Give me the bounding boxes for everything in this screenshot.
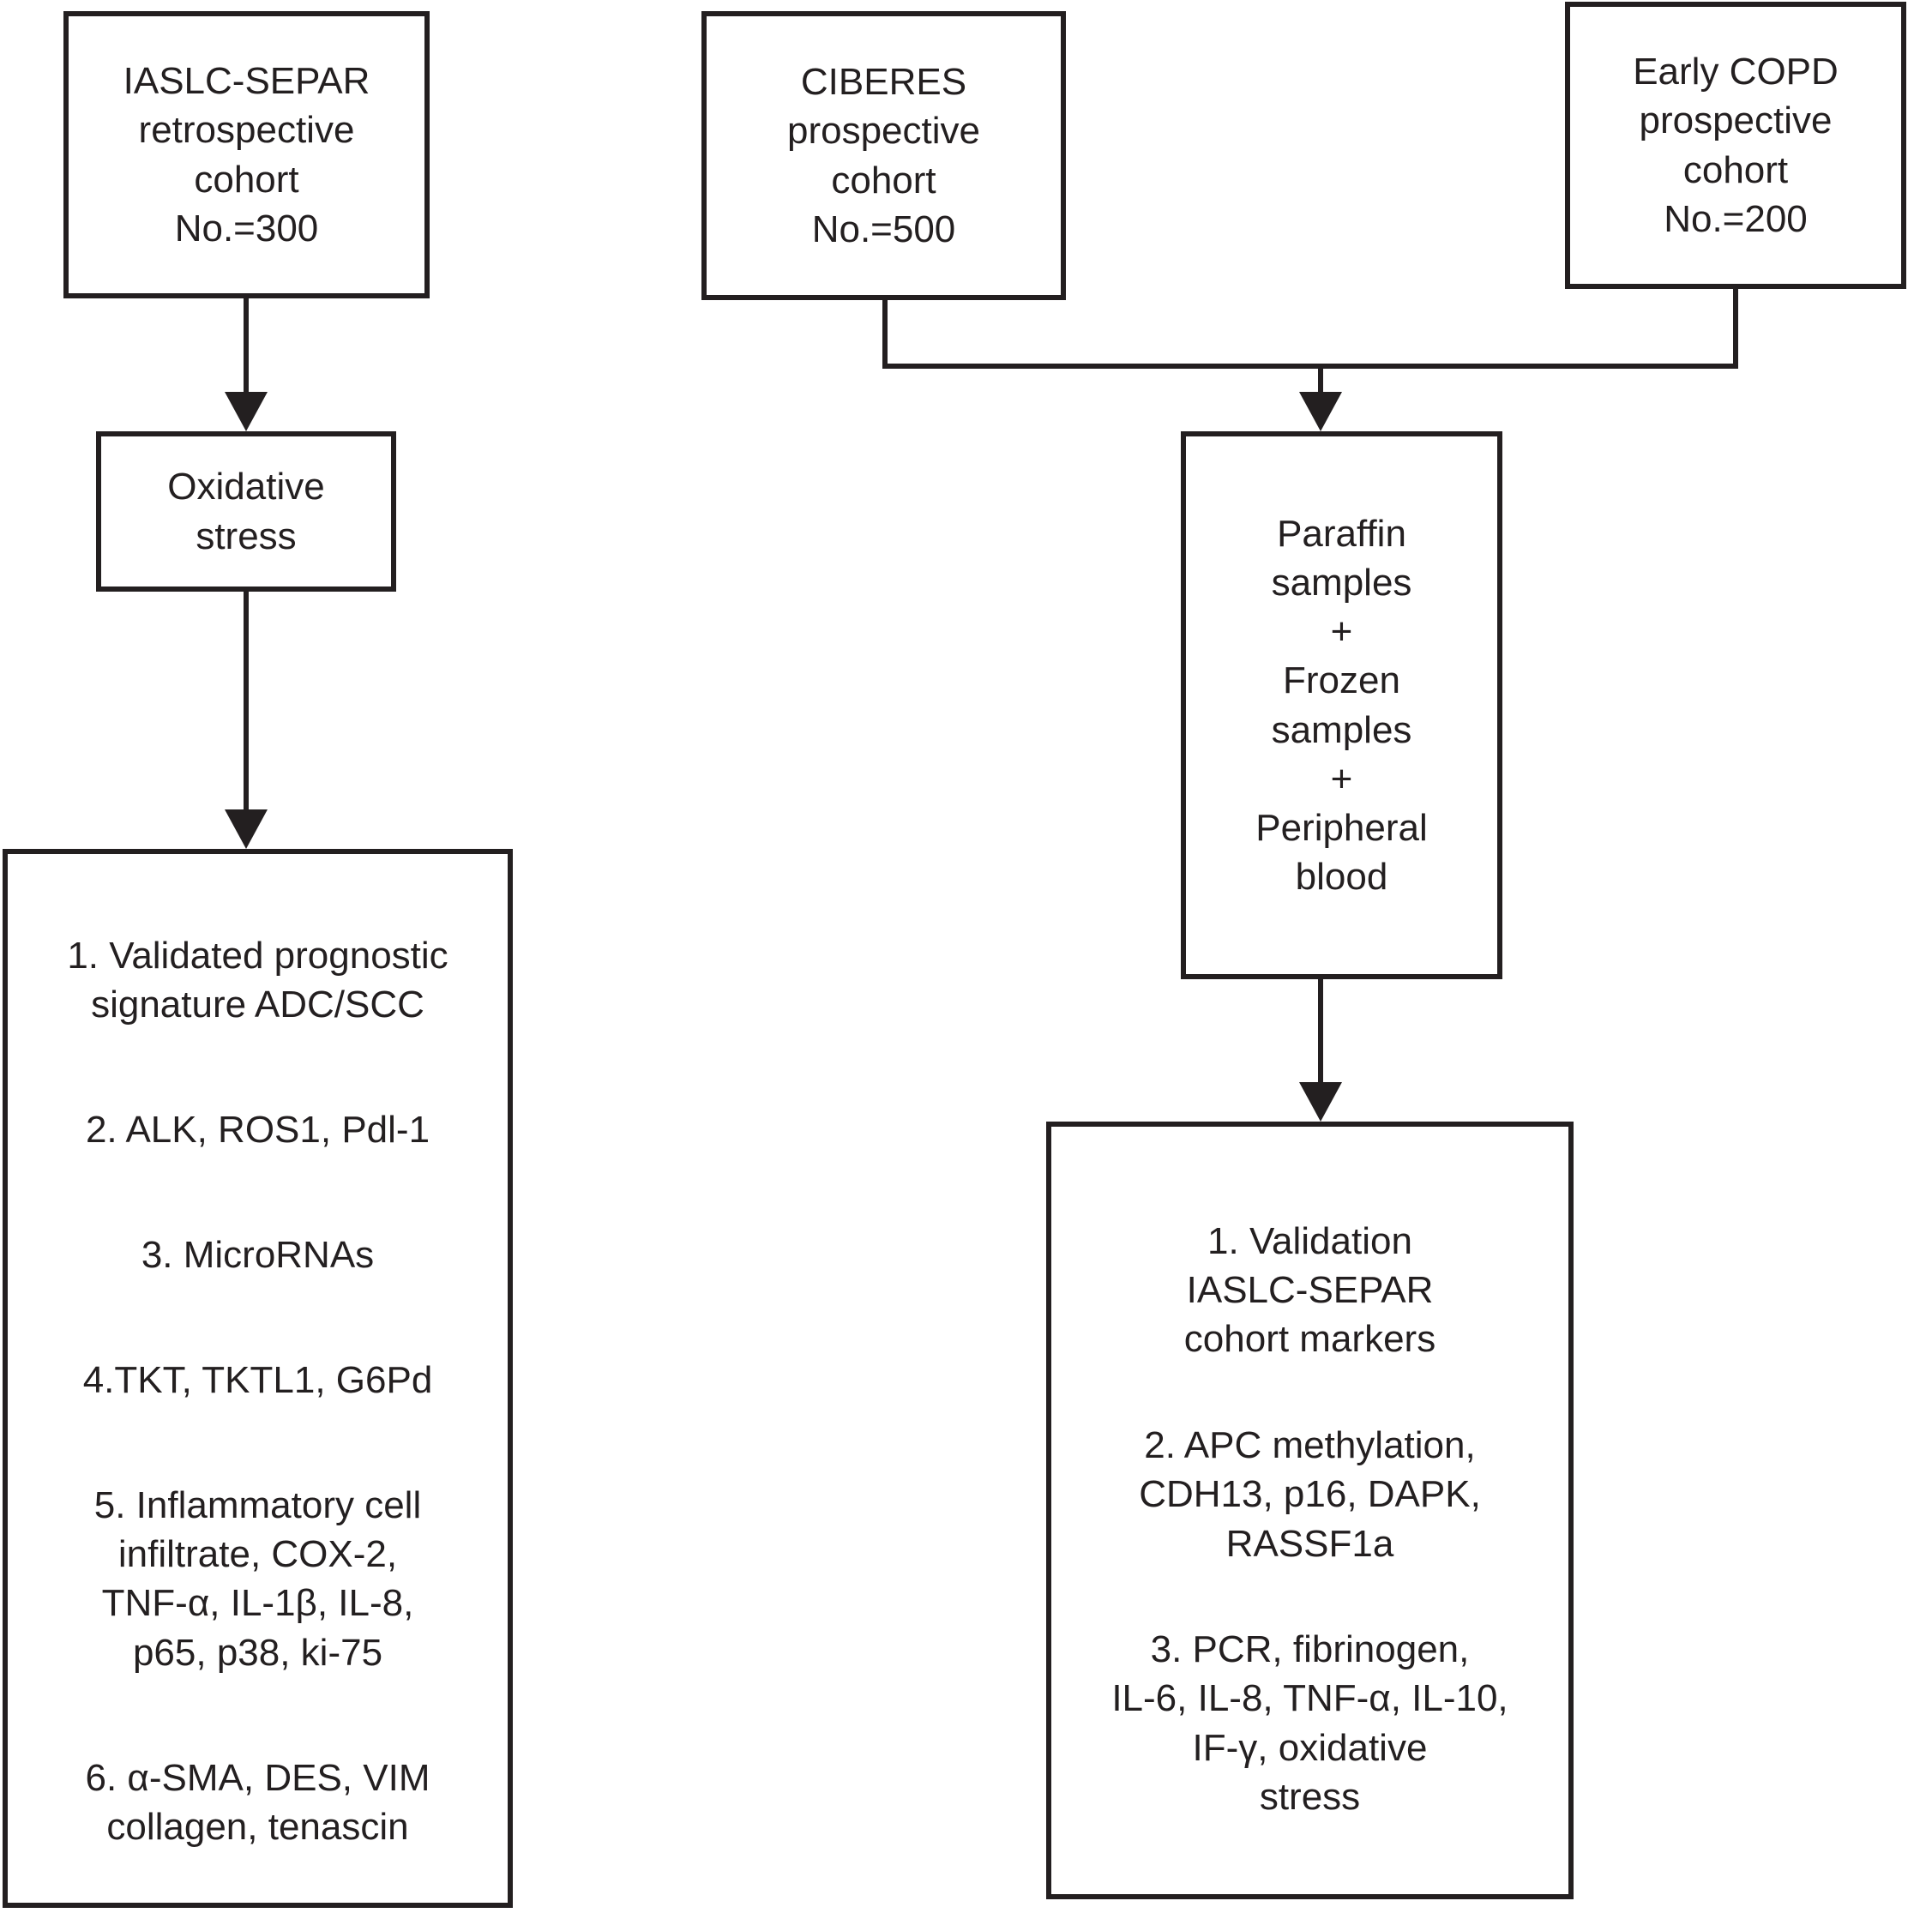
node-text-line: IASLC-SEPAR — [123, 60, 370, 103]
list-item-line: signature ADC/SCC — [91, 984, 424, 1026]
node-text-line: Early COPD — [1633, 51, 1839, 93]
arrowhead-down-icon — [225, 809, 268, 849]
list-item-3 — [141, 1230, 374, 1279]
node-text-line: blood — [1295, 856, 1388, 899]
list-item-line: IASLC-SEPAR — [1186, 1269, 1434, 1312]
list-item-line: 6. α-SMA, DES, VIM — [85, 1756, 430, 1799]
node-marker-panel-list — [3, 849, 513, 1908]
list-item-2 — [1139, 1421, 1481, 1568]
node-text-line: cohort — [831, 159, 936, 202]
node-text-line: samples — [1271, 708, 1412, 751]
list-item-line: CDH13, p16, DAPK, — [1139, 1473, 1481, 1516]
list-item-5 — [94, 1481, 421, 1677]
list-item-line: 4.TKT, TKTL1, G6Pd — [82, 1359, 433, 1402]
list-item-line: 2. ALK, ROS1, Pdl-1 — [85, 1109, 430, 1152]
list-item-line: 5. Inflammatory cell — [93, 1484, 422, 1527]
connector-merge-horizontal — [882, 364, 1738, 369]
node-validation-list — [1046, 1122, 1574, 1899]
list-item-line: cohort markers — [1183, 1318, 1436, 1361]
node-text-line: samples — [1271, 561, 1412, 604]
list-item-line: infiltrate, COX-2, — [117, 1533, 398, 1576]
node-text-line: cohort — [194, 158, 299, 201]
node-text-line: Paraffin — [1277, 512, 1406, 555]
list-item-1 — [1184, 1217, 1435, 1364]
arrow-line-iaslc-to-oxidative — [244, 298, 249, 394]
list-item-line: IF-γ, oxidative — [1192, 1726, 1428, 1769]
connector-ciberes-drop — [882, 300, 888, 369]
node-text-line: No.=200 — [1664, 197, 1808, 240]
list-item-2 — [86, 1105, 430, 1154]
connector-copd-drop — [1733, 289, 1738, 369]
list-item-line: 3. MicroRNAs — [141, 1234, 375, 1277]
node-text-line: CIBERES — [800, 61, 967, 104]
node-oxidative-stress — [96, 431, 396, 592]
list-item-line: IL-6, IL-8, TNF-α, IL-10, — [1111, 1677, 1508, 1720]
list-item-line: TNF-α, IL-1β, IL-8, — [101, 1582, 414, 1625]
node-text-line: retrospective — [138, 109, 355, 152]
node-text-line: No.=500 — [811, 208, 956, 250]
plus-sign: + — [1330, 611, 1353, 653]
list-item-line: RASSF1a — [1225, 1522, 1394, 1565]
node-text-line: Frozen — [1283, 659, 1400, 702]
node-ciberes-prospective-cohort — [701, 11, 1066, 300]
list-item-3 — [1111, 1625, 1508, 1821]
list-item-line: p65, p38, ki-75 — [132, 1631, 383, 1674]
node-samples — [1181, 431, 1502, 979]
node-text-line: Peripheral — [1255, 806, 1428, 849]
arrowhead-down-icon — [225, 392, 268, 431]
arrow-line-merge-to-samples — [1318, 366, 1323, 395]
node-iaslc-retrospective-cohort — [63, 11, 430, 298]
node-early-copd-prospective-cohort — [1565, 2, 1906, 289]
list-item-line: stress — [1259, 1775, 1361, 1818]
node-text-line: prospective — [1639, 99, 1833, 142]
list-item-line: 2. APC methylation, — [1144, 1424, 1476, 1467]
list-item-4 — [83, 1356, 433, 1405]
list-item-line: 1. Validation — [1207, 1220, 1412, 1262]
arrow-line-oxidative-to-marker-list — [244, 592, 249, 812]
arrowhead-down-icon — [1299, 1082, 1342, 1122]
list-item-1 — [67, 931, 448, 1029]
list-item-line: collagen, tenascin — [106, 1805, 409, 1848]
plus-sign: + — [1330, 757, 1353, 800]
list-item-line: 1. Validated prognostic — [67, 935, 448, 977]
list-item-line: 3. PCR, fibrinogen, — [1150, 1628, 1470, 1671]
arrowhead-down-icon — [1299, 392, 1342, 431]
arrow-line-samples-to-validation — [1318, 979, 1323, 1086]
node-text-line: prospective — [786, 110, 980, 153]
node-text-line: stress — [196, 514, 297, 557]
node-text-line: cohort — [1682, 148, 1789, 191]
node-text-line: No.=300 — [174, 207, 319, 250]
node-text-line: Oxidative — [167, 466, 325, 508]
list-item-6 — [86, 1754, 430, 1851]
